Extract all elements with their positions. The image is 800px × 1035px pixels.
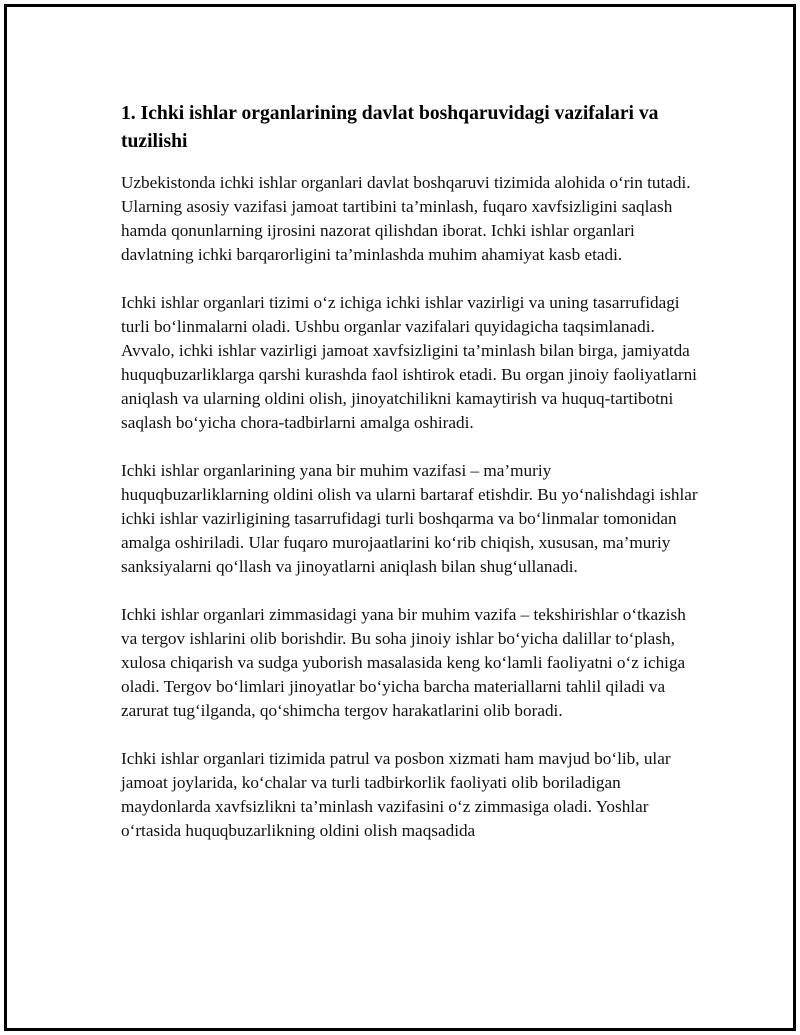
paragraph: Ichki ishlar organlari zimmasidagi yana bir muhim vazifa – tekshirishlar o‘tkazish va tergov ishlarini olib borishdir. Bu soha jinoiy ishlar bo‘yicha dalillar to‘plash, xulosa chiqarish va sudga yuborish masalasida keng ko‘lamli faoliyatni o‘z ichiga oladi. Tergov bo‘limlari jinoyatlar bo‘yicha barcha materiallarni tahlil qiladi va zarurat tug‘ilganda, qo‘shimcha tergov harakatlarini olib boradi.: [121, 605, 686, 720]
document-body: [121, 100, 701, 867]
paragraph: Ichki ishlar organlarining yana bir muhim vazifasi – ma’muriy huquqbuzarliklarning oldini olish va ularni bartaraf etishdir. Bu yo‘nalishdagi ishlar ichki ishlar vazirligining tasarrufidagi turli boshqarma va bo‘linmalar tomonidan amalga oshiriladi. Ular fuqaro murojaatlarini ko‘rib chiqish, xususan, ma’muriy sanksiyalarni qo‘llash va jinoyatlarni aniqlash bilan shug‘ullanadi.: [121, 461, 698, 576]
paragraph: Ichki ishlar organlari tizimida patrul va posbon xizmati ham mavjud bo‘lib, ular jamoat joylarida, ko‘chalar va turli tadbirkorlik faoliyati olib boriladigan maydonlarda xavfsizlikni ta’minlash vazifasini o‘z zimmasiga oladi. Yoshlar o‘rtasida huquqbuzarlikning oldini olish maqsadida: [121, 749, 671, 840]
paragraph: Ichki ishlar organlari tizimi o‘z ichiga ichki ishlar vazirligi va uning tasarrufidagi turli bo‘linmalarni oladi. Ushbu organlar vazifalari quyidagicha taqsimlanadi. Avvalo, ichki ishlar vazirligi jamoat xavfsizligini ta’minlash bilan birga, jamiyatda huquqbuzarliklarga qarshi kurashda faol ishtirok etadi. Bu organ jinoiy faoliyatlarni aniqlash va ularning oldini olish, jinoyatchilikni kamaytirish va huquq-tartibotni saqlash bo‘yicha chora-tadbirlarni amalga oshiradi.: [121, 293, 697, 432]
document-title: 1. Ichki ishlar organlarining davlat boshqaruvidagi vazifalari va tuzilishi: [121, 103, 659, 152]
paragraph: Uzbekistonda ichki ishlar organlari davlat boshqaruvi tizimida alohida o‘rin tutadi. Ularning asosiy vazifasi jamoat tartibini ta’minlash, fuqaro xavfsizligini saqlash hamda qonunlarning ijrosini nazorat qilishdan iborat. Ichki ishlar organlari davlatning ichki barqarorligini ta’minlashda muhim ahamiyat kasb etadi.: [121, 173, 691, 264]
page-frame: [4, 4, 796, 1031]
